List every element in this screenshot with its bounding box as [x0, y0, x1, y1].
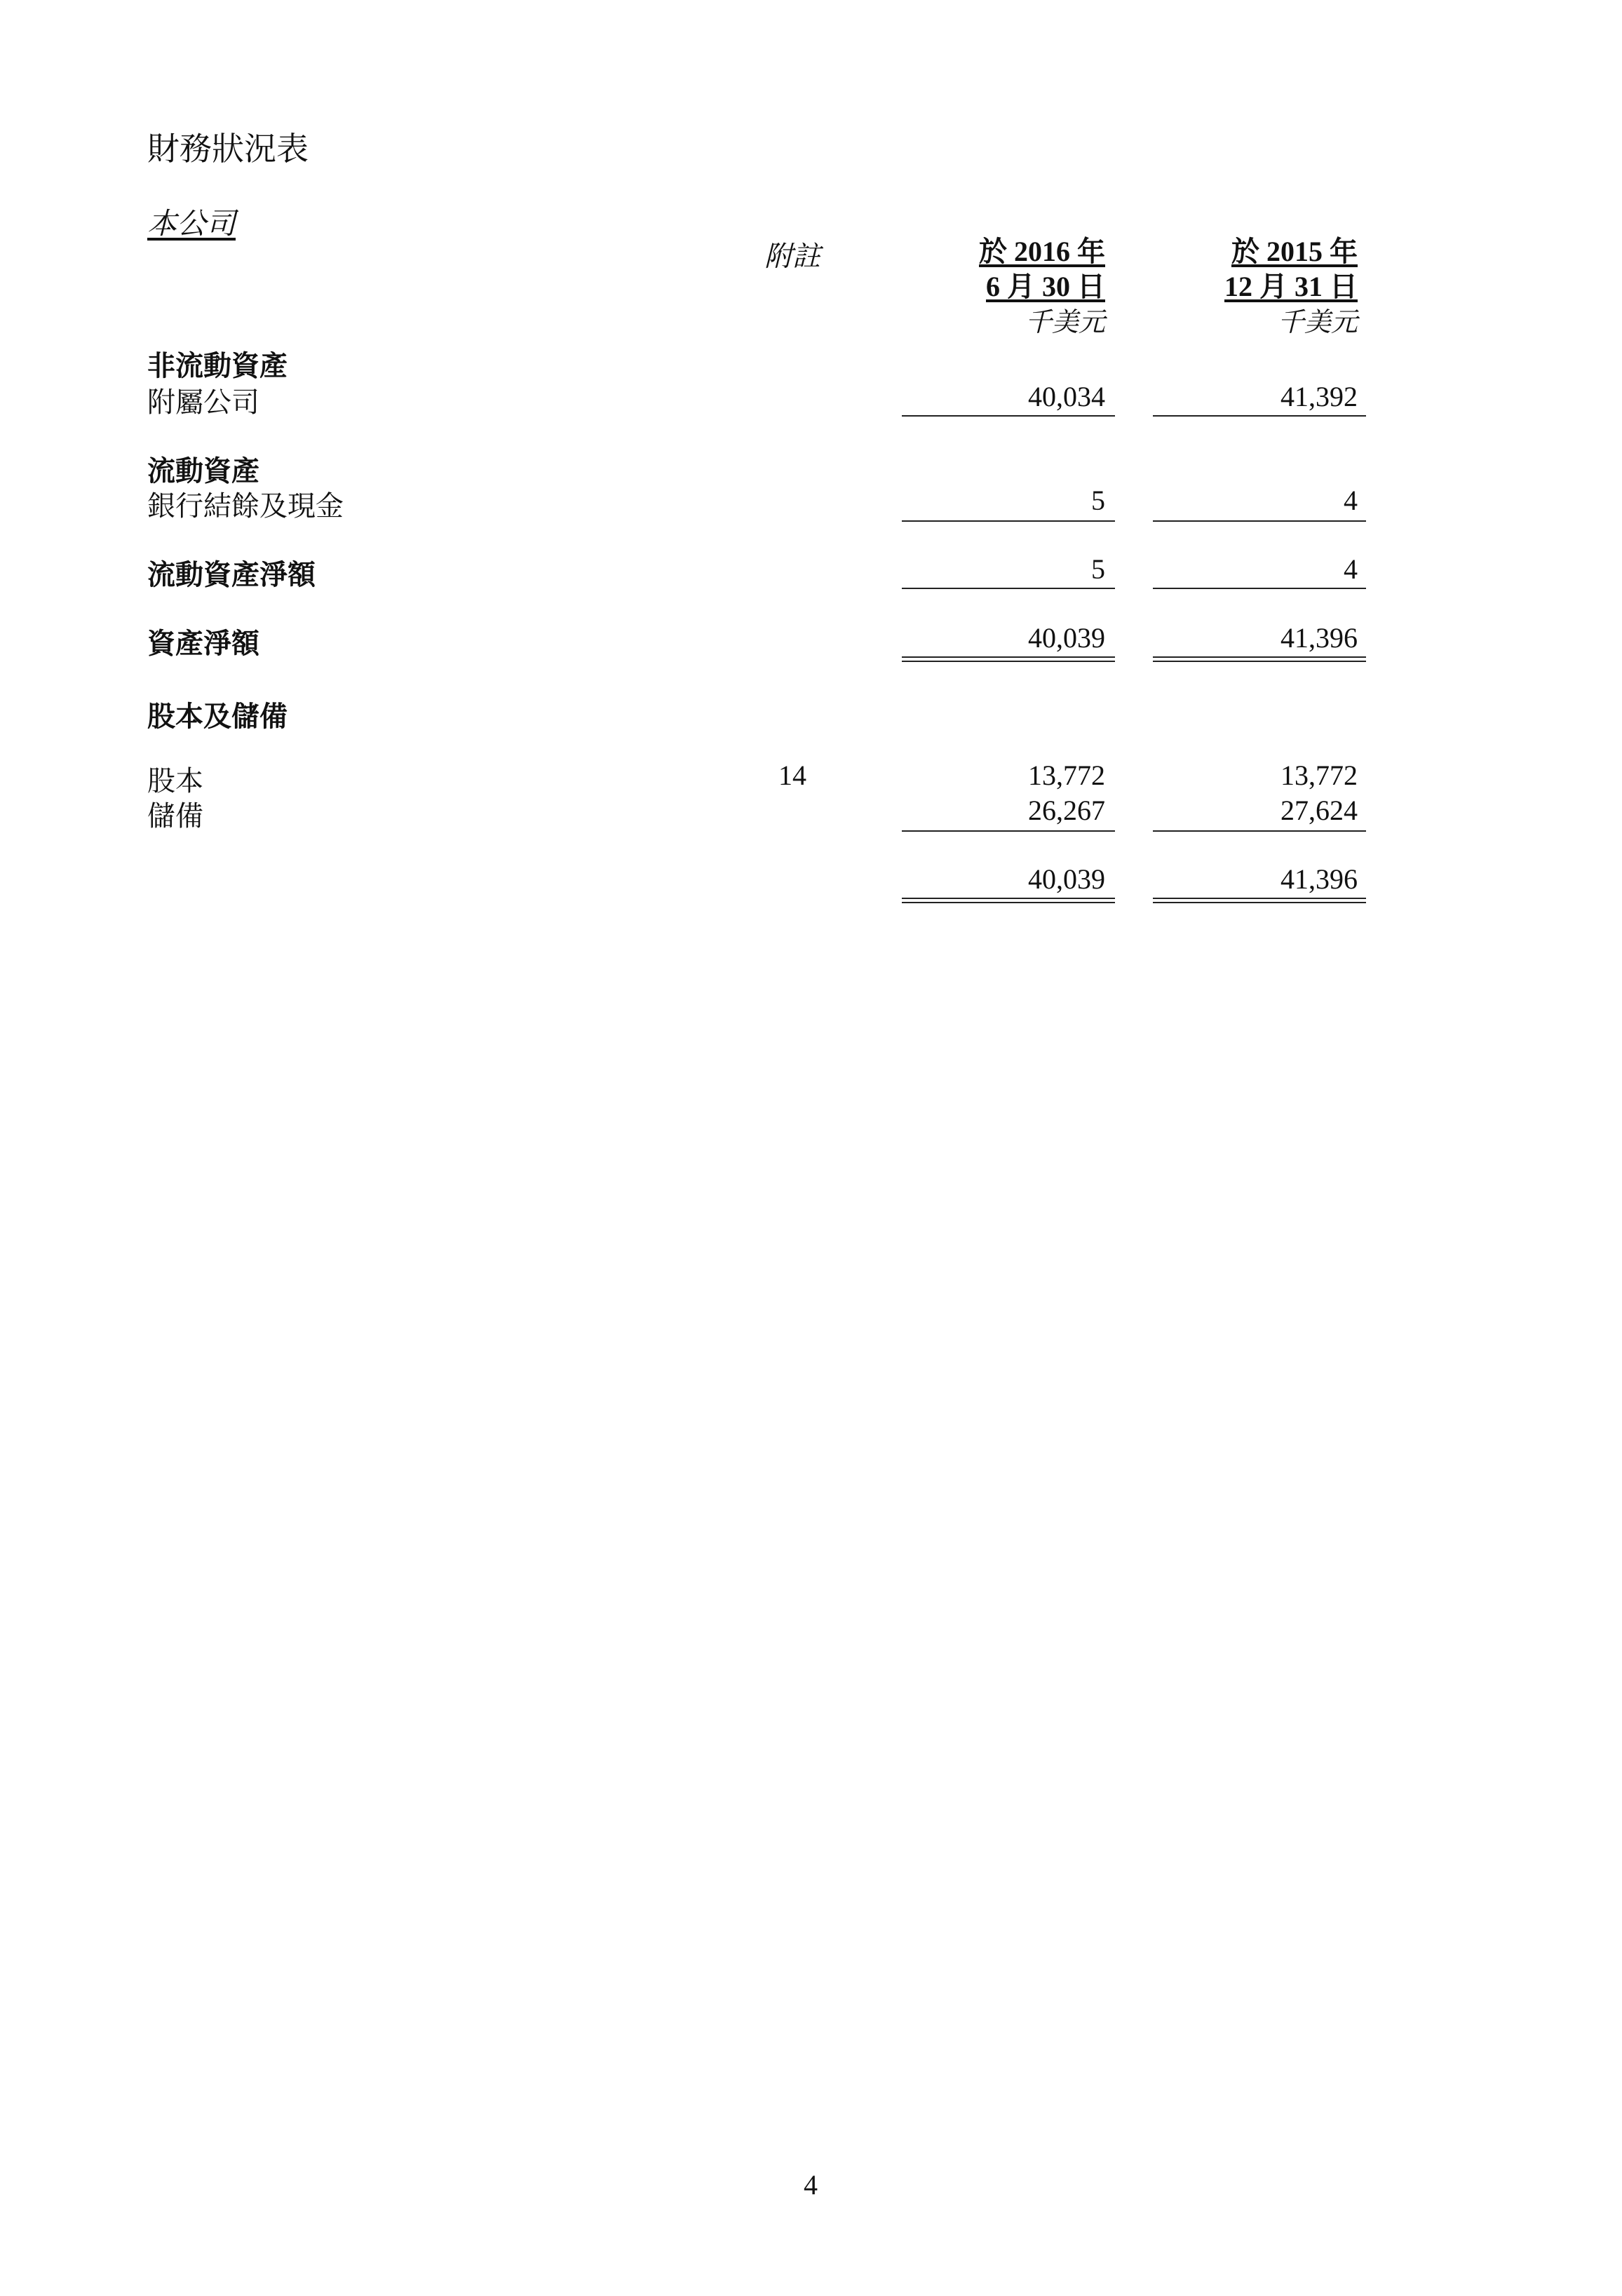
rule-bank-cash-2015: [1153, 520, 1366, 522]
reserves-label: 儲備: [147, 800, 203, 832]
column-header-2016-date: 6 月 30 日: [986, 271, 1105, 302]
share-capital-2015: 13,772: [1280, 759, 1358, 791]
column-header-2015-date: 12 月 31 日: [1224, 271, 1358, 302]
column-header-2015: [1150, 234, 1358, 339]
net-current-assets-label: 流動資產淨額: [147, 559, 316, 591]
column-header-2016-year: 於 2016 年: [979, 236, 1105, 267]
statement-title: 財務狀況表: [147, 130, 309, 168]
rule-reserves-2015: [1153, 830, 1366, 832]
rule-net-current-2015: [1153, 588, 1366, 589]
total-2015: 41,396: [1280, 863, 1358, 895]
subsidiaries-label: 附屬公司: [147, 386, 259, 419]
column-header-2015-year: 於 2015 年: [1231, 236, 1358, 267]
rule-bank-cash-2016: [902, 520, 1115, 522]
column-header-2016: [898, 234, 1105, 339]
capital-reserves-heading: 股本及儲備: [147, 701, 288, 733]
share-capital-2016: 13,772: [1028, 759, 1105, 791]
net-current-assets-2016: 5: [1091, 553, 1105, 585]
rule-net-current-2016: [902, 588, 1115, 589]
reserves-2015: 27,624: [1280, 795, 1358, 826]
bank-cash-2016: 5: [1091, 485, 1105, 516]
double-rule-total-2016: [902, 898, 1115, 903]
note-column-header: 附註: [764, 241, 820, 273]
net-current-assets-2015: 4: [1344, 553, 1358, 585]
column-header-2016-unit: 千美元: [1025, 306, 1105, 337]
total-2016: 40,039: [1028, 863, 1105, 895]
double-rule-total-2015: [1153, 898, 1366, 903]
net-assets-2015: 41,396: [1280, 622, 1358, 654]
column-header-2015-unit: 千美元: [1277, 306, 1358, 337]
bank-cash-2015: 4: [1344, 485, 1358, 516]
reserves-2016: 26,267: [1028, 795, 1105, 826]
double-rule-net-assets-2016: [902, 656, 1115, 662]
company-subtitle: 本公司: [147, 206, 236, 241]
double-rule-net-assets-2015: [1153, 656, 1366, 662]
current-assets-heading: 流動資產: [147, 455, 259, 487]
non-current-assets-heading: 非流動資產: [147, 350, 288, 382]
subsidiaries-2015: 41,392: [1280, 381, 1358, 412]
page-number: 4: [804, 2169, 818, 2201]
bank-cash-label: 銀行結餘及現金: [147, 490, 344, 522]
share-capital-label: 股本: [147, 765, 203, 797]
net-assets-2016: 40,039: [1028, 622, 1105, 654]
rule-reserves-2016: [902, 830, 1115, 832]
share-capital-note: 14: [778, 759, 806, 791]
rule-subsidiaries-2016: [902, 415, 1115, 417]
subsidiaries-2016: 40,034: [1028, 381, 1105, 412]
rule-subsidiaries-2015: [1153, 415, 1366, 417]
net-assets-label: 資產淨額: [147, 628, 259, 660]
